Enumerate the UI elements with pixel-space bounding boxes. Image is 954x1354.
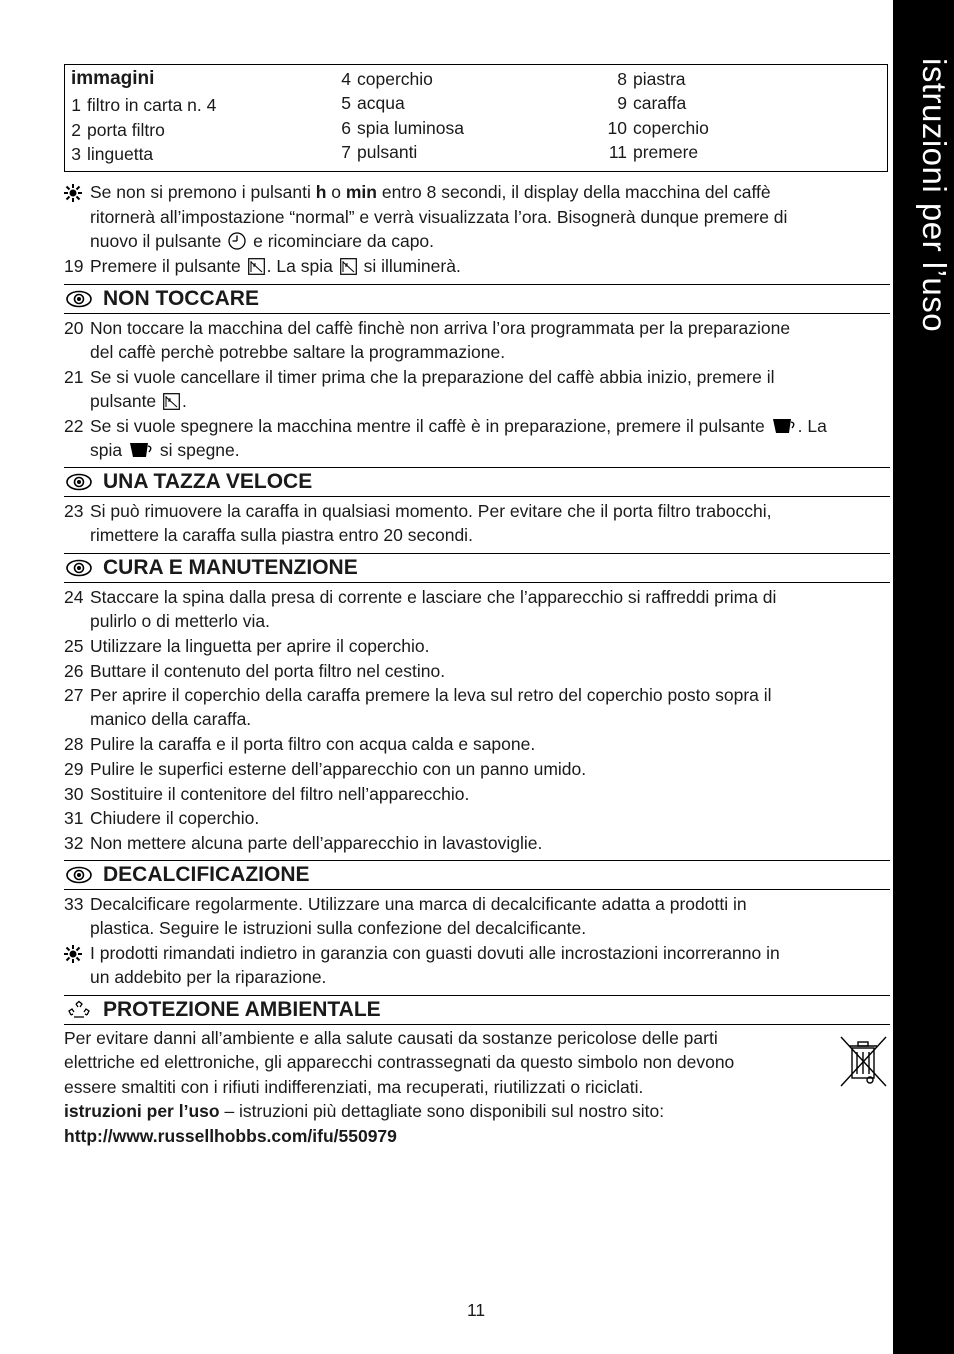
step-text: manico della caraffa. bbox=[90, 709, 252, 729]
step-number: 21 bbox=[64, 367, 84, 387]
step-text: Se si vuole spegnere la macchina mentre il caffè è in preparazione, premere il pulsante . La bbox=[90, 416, 827, 436]
step-number: 29 bbox=[64, 759, 84, 779]
part-item: 9 caraffa bbox=[617, 93, 687, 113]
step-number: 33 bbox=[64, 894, 84, 914]
section-title: CURA E MANUTENZIONE bbox=[103, 556, 358, 579]
parts-title: immagini bbox=[71, 68, 155, 89]
step-text: Chiudere il coperchio. bbox=[90, 808, 260, 828]
section-title: DECALCIFICAZIONE bbox=[103, 863, 310, 886]
note-line: un addebito per la riparazione. bbox=[90, 967, 327, 987]
part-item: 2 porta filtro bbox=[71, 120, 165, 140]
step-number: 19 bbox=[64, 256, 84, 276]
env-text: essere smaltiti con i rifiuti indifferenziati, ma recuperati, riutilizzati o riciclati. bbox=[64, 1077, 644, 1097]
step-text: Si può rimuovere la caraffa in qualsiasi momento. Per evitare che il porta filtro trabocchi, bbox=[90, 501, 772, 521]
step-text: Staccare la spina dalla presa di corrente e lasciare che l’apparecchio si raffreddi prima di bbox=[90, 587, 777, 607]
section-title: UNA TAZZA VELOCE bbox=[103, 470, 313, 493]
parts-legend-box bbox=[64, 64, 888, 172]
step-number: 31 bbox=[64, 808, 84, 828]
step-number: 27 bbox=[64, 685, 84, 705]
note-line: nuovo il pulsante e ricominciare da capo. bbox=[90, 231, 435, 251]
part-item: 4 coperchio bbox=[341, 69, 433, 89]
eye-icon bbox=[66, 559, 92, 577]
section-header-non-toccare bbox=[64, 284, 890, 314]
step-number: 24 bbox=[64, 587, 84, 607]
step-text: Non mettere alcuna parte dell’apparecchio in lavastoviglie. bbox=[90, 833, 543, 853]
step-text: Per aprire il coperchio della caraffa premere la leva sul retro del coperchio posto sopra il bbox=[90, 685, 772, 705]
step-number: 32 bbox=[64, 833, 84, 853]
sidebar-title: istruzioni per l’uso bbox=[916, 58, 953, 333]
part-item: 1 filtro in carta n. 4 bbox=[71, 95, 217, 115]
step-text: Pulire le superfici esterne dell’apparecchio con un panno umido. bbox=[90, 759, 587, 779]
part-item: 7 pulsanti bbox=[341, 142, 418, 162]
step-text: Se si vuole cancellare il timer prima che la preparazione del caffè abbia inizio, premere il bbox=[90, 367, 775, 387]
part-item: 6 spia luminosa bbox=[341, 118, 464, 138]
step-text: del caffè perchè potrebbe saltare la programmazione. bbox=[90, 342, 506, 362]
note-line: Se non si premono i pulsanti h o min entro 8 secondi, il display della macchina del caffè bbox=[90, 182, 771, 202]
sun-note-icon bbox=[64, 184, 82, 202]
cup-light-icon bbox=[129, 441, 153, 459]
env-text: istruzioni per l’uso – istruzioni più dettagliate sono disponibili sul nostro sito: bbox=[64, 1101, 665, 1121]
step-text: plastica. Seguire le istruzioni sulla confezione del decalcificante. bbox=[90, 918, 587, 938]
section-title: NON TOCCARE bbox=[103, 287, 259, 310]
env-text: Per evitare danni all’ambiente e alla salute causati da sostanze pericolose delle parti bbox=[64, 1028, 718, 1048]
timer-button-icon bbox=[248, 258, 265, 275]
crossed-bin-icon bbox=[838, 1034, 890, 1090]
step-number: 23 bbox=[64, 501, 84, 521]
section-header-decalcificazione bbox=[64, 860, 890, 890]
step-text: Sostituire il contenitore del filtro nell’apparecchio. bbox=[90, 784, 470, 804]
note-line: I prodotti rimandati indietro in garanzia con guasti dovuti alle incrostazioni incorreranno in bbox=[90, 943, 780, 963]
note-line: ritornerà all’impostazione “normal” e verrà visualizzata l’ora. Bisognerà dunque premere di bbox=[90, 207, 788, 227]
step-number: 20 bbox=[64, 318, 84, 338]
clock-icon bbox=[228, 232, 246, 250]
step-number: 28 bbox=[64, 734, 84, 754]
eye-icon bbox=[66, 866, 92, 884]
section-header-tazza-veloce bbox=[64, 467, 890, 497]
cup-button-icon bbox=[772, 417, 796, 435]
env-text: elettriche ed elettroniche, gli apparecchi contrassegnati da questo simbolo non devono bbox=[64, 1052, 735, 1072]
step-number: 22 bbox=[64, 416, 84, 436]
step-text: spia si spegne. bbox=[90, 440, 240, 460]
step-number: 25 bbox=[64, 636, 84, 656]
part-item: 8 piastra bbox=[617, 69, 686, 89]
step-text: Premere il pulsante . La spia si illuminerà. bbox=[90, 256, 461, 276]
part-item: 3 linguetta bbox=[71, 144, 154, 164]
timer-light-icon bbox=[340, 258, 357, 275]
step-number: 30 bbox=[64, 784, 84, 804]
step-text: Buttare il contenuto del porta filtro nel cestino. bbox=[90, 661, 446, 681]
part-item: 11 premere bbox=[608, 142, 699, 162]
section-header-cura bbox=[64, 553, 890, 583]
page-number: 11 bbox=[467, 1300, 486, 1320]
eye-icon bbox=[66, 473, 92, 491]
step-number: 26 bbox=[64, 661, 84, 681]
section-title: PROTEZIONE AMBIENTALE bbox=[103, 998, 381, 1021]
step-text: Pulire la caraffa e il porta filtro con acqua calda e sapone. bbox=[90, 734, 536, 754]
website-link[interactable]: http://www.russellhobbs.com/ifu/550979 bbox=[64, 1126, 397, 1146]
recycle-icon bbox=[66, 999, 92, 1021]
step-text: Decalcificare regolarmente. Utilizzare una marca di decalcificante adatta a prodotti in bbox=[90, 894, 747, 914]
part-item: 5 acqua bbox=[341, 93, 405, 113]
step-text: pulsante . bbox=[90, 391, 187, 411]
step-text: Utilizzare la linguetta per aprire il coperchio. bbox=[90, 636, 430, 656]
timer-button-icon bbox=[163, 393, 180, 410]
section-header-protezione bbox=[64, 995, 890, 1025]
part-item: 10 coperchio bbox=[607, 118, 709, 138]
step-text: Non toccare la macchina del caffè finchè non arriva l’ora programmata per la preparazione bbox=[90, 318, 791, 338]
step-text: pulirlo o di metterlo via. bbox=[90, 611, 270, 631]
eye-icon bbox=[66, 290, 92, 308]
step-text: rimettere la caraffa sulla piastra entro 20 secondi. bbox=[90, 525, 473, 545]
sun-note-icon bbox=[64, 945, 82, 963]
